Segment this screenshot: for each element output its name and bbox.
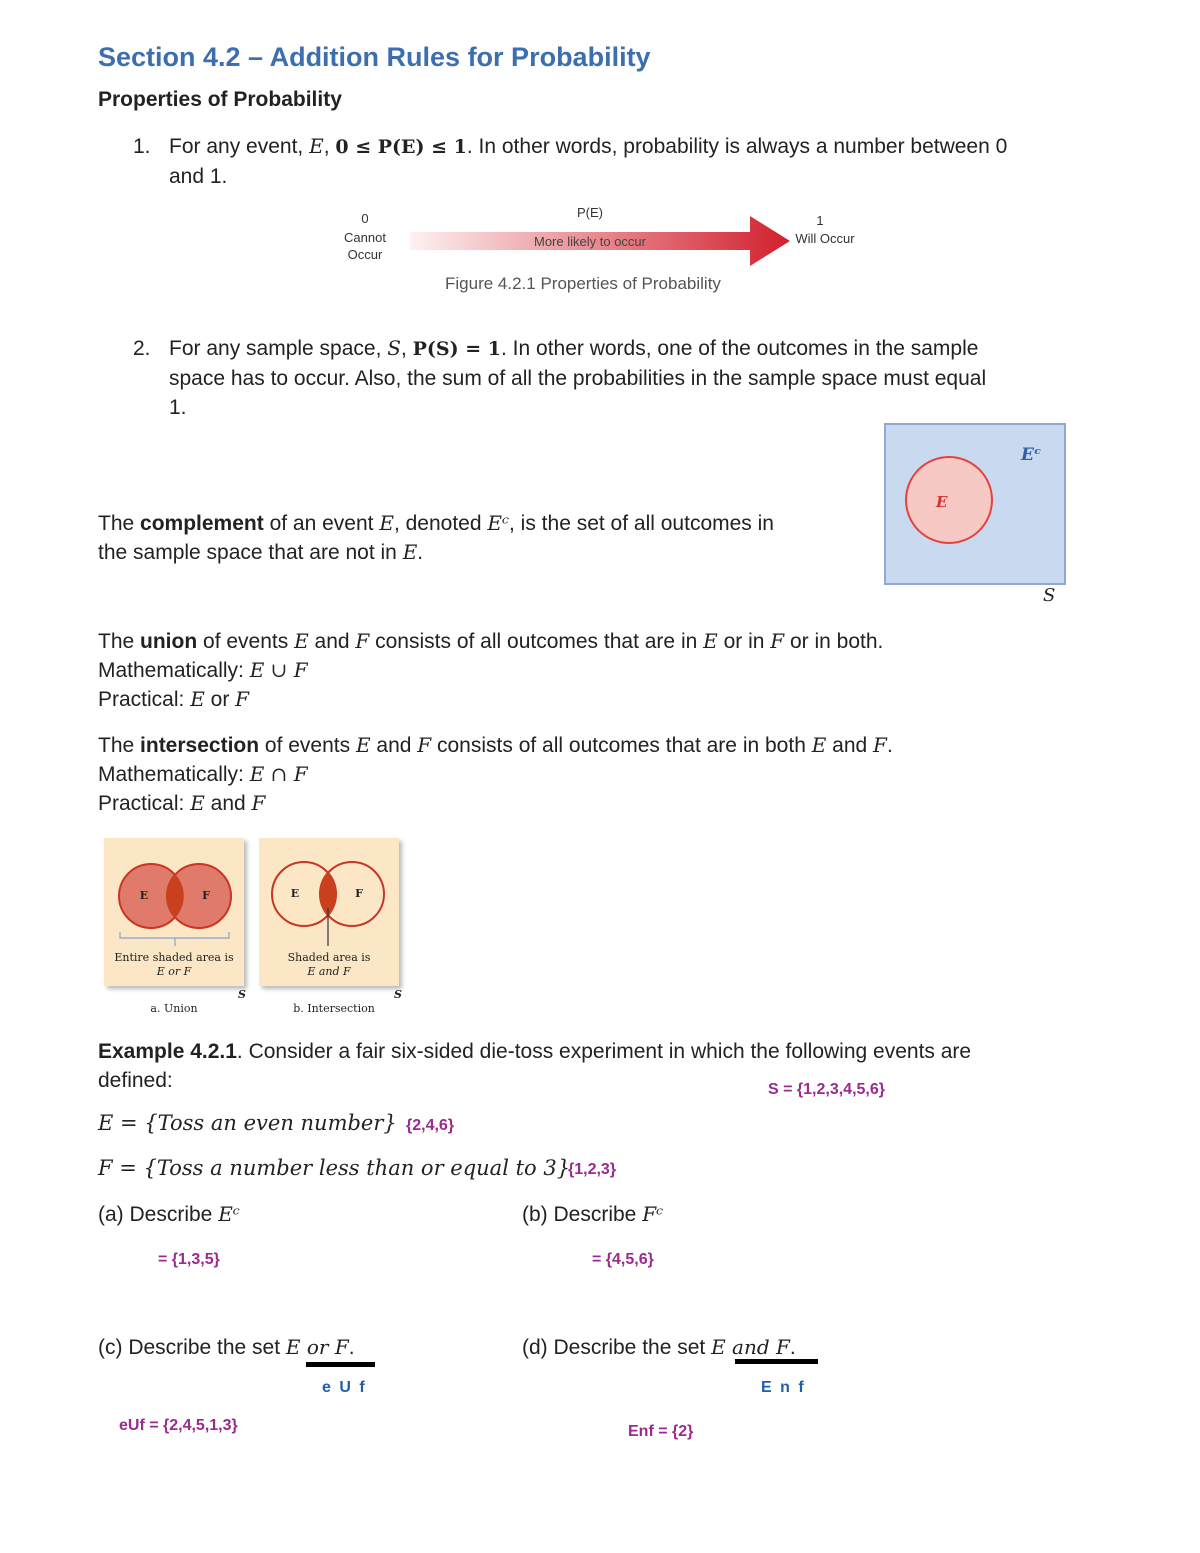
part-b-answer: = {4,5,6} bbox=[592, 1251, 654, 1268]
part-d-label: (d) Describe the set bbox=[522, 1336, 712, 1359]
fig-left-label-1: Cannot bbox=[344, 230, 386, 245]
fig-right-value: 1 bbox=[816, 213, 824, 228]
complement-line2-end: . bbox=[417, 541, 424, 564]
item-2-pre: For any sample space, bbox=[169, 337, 388, 360]
event-f-note: {1,2,3} bbox=[568, 1161, 617, 1178]
item-2-text bbox=[169, 334, 1129, 422]
union-e-label: E bbox=[139, 889, 149, 902]
part-b-var: Fᶜ bbox=[642, 1202, 664, 1226]
complement-line2: the sample space that are not in bbox=[98, 541, 403, 564]
union-practical-label: Practical: bbox=[98, 688, 191, 711]
complement-venn-diagram bbox=[884, 423, 1066, 585]
part-c-end: . bbox=[348, 1336, 355, 1359]
union-e: E bbox=[294, 629, 309, 653]
union-venn-svg bbox=[104, 838, 244, 948]
part-a-var: Eᶜ bbox=[218, 1202, 240, 1226]
item-2-line3: 1. bbox=[169, 396, 187, 419]
union-math-expr: E ∪ F bbox=[249, 658, 308, 682]
intersection-definition bbox=[98, 731, 1098, 818]
union-prac-f: F bbox=[235, 687, 250, 711]
complement-mid2: , denoted bbox=[393, 512, 488, 535]
intersection-practical-label: Practical: bbox=[98, 792, 191, 815]
example-label: Example 4.2.1 bbox=[98, 1040, 237, 1063]
union-the: The bbox=[98, 630, 141, 653]
part-b-label: (b) Describe bbox=[522, 1203, 643, 1226]
figure-caption: Figure 4.2.1 Properties of Probability bbox=[445, 274, 721, 293]
union-term: union bbox=[140, 630, 198, 653]
intersection-math-label: Mathematically: bbox=[98, 763, 250, 786]
example-intro bbox=[98, 1037, 1108, 1095]
union-prac-e: E bbox=[190, 687, 205, 711]
page-title: Section 4.2 – Addition Rules for Probability bbox=[98, 42, 651, 72]
item-2-equation: P(S) = 1 bbox=[412, 338, 501, 360]
complement-region-label: Eᶜ bbox=[1021, 445, 1042, 465]
part-c-underline bbox=[306, 1362, 375, 1367]
probability-figure bbox=[330, 200, 870, 300]
union-definition bbox=[98, 627, 1098, 714]
part-d-prompt bbox=[522, 1333, 796, 1362]
fig-mid-label: More likely to occur bbox=[534, 234, 646, 249]
union-s-label: S bbox=[238, 988, 246, 1001]
intersection-prac-e: E bbox=[190, 791, 205, 815]
item-1-var: E bbox=[309, 134, 324, 158]
union-mid2: consists of all outcomes that are in bbox=[369, 630, 704, 653]
intersection-e2: E bbox=[811, 733, 827, 757]
complement-line2-var: E bbox=[402, 540, 418, 564]
intersection-math-expr: E ∩ F bbox=[249, 762, 308, 786]
intersection-e: E bbox=[355, 733, 371, 757]
fig-left-label-2: Occur bbox=[347, 247, 383, 262]
part-a-label: (a) Describe bbox=[98, 1203, 219, 1226]
part-a-answer: = {1,3,5} bbox=[158, 1251, 220, 1268]
event-e-note: {2,4,6} bbox=[406, 1117, 455, 1134]
complement-mid1: of an event bbox=[263, 512, 380, 535]
item-1-post: . In other words, probability is always a number between 0 bbox=[466, 135, 1008, 158]
part-d-note: E n f bbox=[761, 1379, 806, 1396]
union-f: F bbox=[355, 629, 370, 653]
intersection-caption: b. Intersection bbox=[293, 1002, 375, 1015]
event-f-definition: F = {Toss a number less than or equal to 3} bbox=[98, 1156, 571, 1180]
part-d-expr: E and F bbox=[711, 1335, 790, 1359]
example-line2: defined: bbox=[98, 1069, 173, 1092]
intersection-shaded-text-2: E and F bbox=[307, 965, 351, 978]
item-1-pre: For any event, bbox=[169, 135, 310, 158]
event-e-definition: E = {Toss an even number} bbox=[98, 1111, 397, 1135]
union-math-label: Mathematically: bbox=[98, 659, 250, 682]
section-subheading: Properties of Probability bbox=[98, 88, 342, 111]
item-2-number: 2. bbox=[133, 337, 151, 360]
intersection-f: F bbox=[417, 733, 432, 757]
part-c-answer: eUf = {2,4,5,1,3} bbox=[119, 1417, 238, 1434]
example-text: . Consider a fair six-sided die-toss experiment in which the following events are bbox=[236, 1040, 972, 1063]
intersection-s-label: S bbox=[394, 988, 402, 1001]
complement-mid3: , is the set of all outcomes in bbox=[509, 512, 774, 535]
item-2-var: S bbox=[387, 336, 401, 360]
item-1-number: 1. bbox=[133, 135, 151, 158]
union-caption: a. Union bbox=[150, 1002, 198, 1015]
intersection-shaded-text-1: Shaded area is bbox=[287, 951, 371, 964]
item-2-post: . In other words, one of the outcomes in the sample bbox=[501, 337, 979, 360]
union-e2: E bbox=[703, 629, 718, 653]
part-c-prompt bbox=[98, 1333, 355, 1362]
item-1-inequality: 0 ≤ P(E) ≤ 1 bbox=[335, 136, 467, 158]
union-shaded-text-2: E or F bbox=[156, 965, 192, 978]
complement-var: E bbox=[379, 511, 394, 535]
union-f-label: F bbox=[202, 889, 210, 902]
intersection-the: The bbox=[98, 734, 141, 757]
intersection-end: . bbox=[886, 734, 893, 757]
part-c-label: (c) Describe the set bbox=[98, 1336, 286, 1359]
union-shaded-text-1: Entire shaded area is bbox=[114, 951, 234, 964]
part-d-underline bbox=[735, 1359, 818, 1364]
part-a-prompt bbox=[98, 1200, 240, 1229]
intersection-and: and bbox=[370, 734, 418, 757]
item-2-line2: space has to occur. Also, the sum of all the probabilities in the sample space must equal bbox=[169, 367, 987, 390]
part-c-note: e U f bbox=[322, 1379, 367, 1396]
part-d-answer: Enf = {2} bbox=[628, 1423, 694, 1440]
union-prac-or: or bbox=[204, 688, 236, 711]
intersection-venn-panel bbox=[259, 838, 399, 986]
union-mid1: of events bbox=[197, 630, 295, 653]
fig-left-value: 0 bbox=[361, 211, 369, 226]
item-1-comma: , bbox=[323, 135, 336, 158]
sample-space-label: S bbox=[1043, 585, 1056, 606]
union-f2: F bbox=[770, 629, 785, 653]
intersection-venn-svg bbox=[259, 838, 399, 948]
complement-notation: Eᶜ bbox=[487, 511, 510, 535]
union-and: and bbox=[308, 630, 356, 653]
intersection-term: intersection bbox=[140, 734, 260, 757]
part-b-prompt bbox=[522, 1200, 663, 1229]
part-d-end: . bbox=[789, 1336, 796, 1359]
complement-term: complement bbox=[140, 512, 264, 535]
event-circle bbox=[905, 456, 993, 544]
intersection-prac-f: F bbox=[251, 791, 266, 815]
union-end: or in both. bbox=[784, 630, 884, 653]
part-c-expr: E or F bbox=[285, 1335, 349, 1359]
intersection-e-label: E bbox=[290, 887, 300, 900]
union-or: or in bbox=[717, 630, 771, 653]
sample-space-note: S = {1,2,3,4,5,6} bbox=[768, 1081, 885, 1098]
intersection-f-label: F bbox=[355, 887, 363, 900]
intersection-mid2: consists of all outcomes that are in both bbox=[431, 734, 812, 757]
event-circle-label: E bbox=[936, 493, 948, 511]
intersection-and2: and bbox=[826, 734, 874, 757]
fig-right-label: Will Occur bbox=[795, 231, 855, 246]
fig-top-label: P(E) bbox=[577, 205, 603, 220]
complement-definition bbox=[98, 509, 878, 567]
intersection-prac-and: and bbox=[204, 792, 252, 815]
union-venn-panel bbox=[104, 838, 244, 986]
item-1-text bbox=[169, 132, 1129, 191]
intersection-mid1: of events bbox=[259, 734, 356, 757]
item-1-line2: and 1. bbox=[169, 165, 228, 188]
item-2-comma: , bbox=[400, 337, 413, 360]
complement-the: The bbox=[98, 512, 141, 535]
intersection-f2: F bbox=[873, 733, 887, 757]
